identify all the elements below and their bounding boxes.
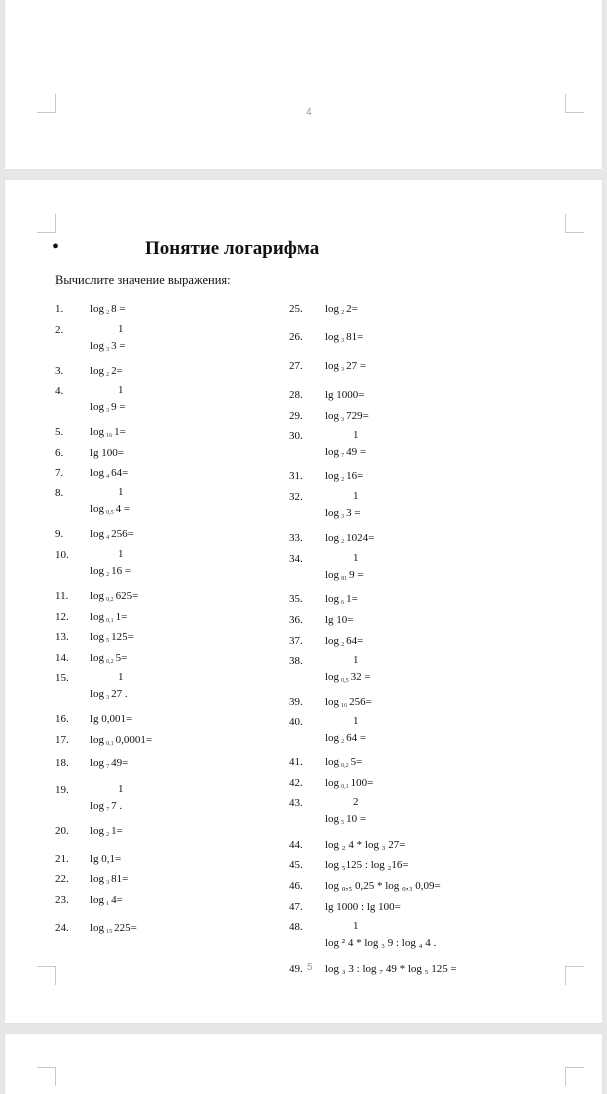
exercise-number: 36. (289, 614, 303, 626)
log-base: 15 (106, 929, 113, 935)
exercise-expression (325, 963, 457, 975)
log-function: log (325, 410, 340, 422)
log-argument: 3 = (346, 507, 361, 519)
log-function: log (325, 756, 340, 768)
crop-mark (37, 94, 56, 113)
expression-text: lg 0,1= (90, 853, 122, 865)
page-number: 5 (307, 962, 313, 973)
exercise-number: 26. (289, 331, 303, 343)
exercise-number: 19. (55, 784, 69, 796)
log-argument: 1= (114, 426, 126, 438)
log-function: log (90, 401, 105, 413)
log-argument: 9 = (349, 569, 364, 581)
exercise-number: 24. (55, 922, 69, 934)
fraction-numerator: 1 (353, 552, 359, 564)
log-base: 7 (341, 453, 345, 459)
log-argument: 81= (111, 873, 129, 885)
log-argument: 225= (114, 922, 137, 934)
exercise-number: 9. (55, 528, 64, 540)
exercise-number: 16. (55, 713, 69, 725)
exercise-expression (90, 873, 128, 886)
exercise-number: 8. (55, 487, 64, 499)
crop-mark (37, 214, 56, 233)
log-argument: 1= (111, 825, 123, 837)
exercise-expression (90, 426, 126, 439)
log-argument: 0,0001= (115, 734, 153, 746)
log-function: log (325, 777, 340, 789)
log-function: log (325, 593, 340, 605)
log-function: log (90, 873, 105, 885)
log-base: 4 (106, 474, 110, 480)
exercise-number: 18. (55, 757, 69, 769)
log-base: 2 (341, 477, 345, 483)
log-base: 5 (106, 638, 110, 644)
log-function: log (325, 671, 340, 683)
log-function: log (325, 470, 340, 482)
crop-mark (565, 1067, 584, 1086)
exercise-expression (90, 631, 134, 644)
log-base: 2 (341, 539, 345, 545)
exercise-number: 44. (289, 839, 303, 851)
exercise-number: 33. (289, 532, 303, 544)
exercise-number: 20. (55, 825, 69, 837)
fraction-numerator: 1 (118, 323, 124, 335)
exercise-number: 47. (289, 901, 303, 913)
log-base: 2 (341, 739, 345, 745)
expression-text: lg 10= (325, 614, 354, 626)
log-argument: 64= (346, 635, 364, 647)
log-function: log (90, 590, 105, 602)
exercise-expression (325, 593, 358, 606)
exercise-number: 35. (289, 593, 303, 605)
exercise-number: 7. (55, 467, 64, 479)
exercise-number: 5. (55, 426, 64, 438)
exercise-expression (90, 303, 126, 316)
exercise-number: 6. (55, 447, 64, 459)
log-function: log (90, 894, 105, 906)
log-base: 3 (341, 514, 345, 520)
log-argument: 8 = (111, 303, 126, 315)
exercise-number: 3. (55, 365, 64, 377)
fraction-numerator: 1 (118, 783, 124, 795)
log-base: 0,2 (106, 659, 114, 665)
exercise-number: 1. (55, 303, 64, 315)
log-function: log (90, 528, 105, 540)
log-argument: 7 . (111, 800, 123, 812)
expression-text: lg 100= (90, 447, 125, 459)
exercise-expression (325, 410, 369, 423)
exercise-number: 4. (55, 385, 64, 397)
exercise-expression (325, 901, 401, 913)
instruction-text: Вычислите значение выражения: (55, 273, 231, 287)
log-function: log (90, 467, 105, 479)
log-base: 0,1 (341, 784, 349, 790)
log-function: log (325, 813, 340, 825)
log-base: 3 (341, 367, 345, 373)
log-argument: 1024= (346, 532, 375, 544)
exercise-expression (325, 569, 364, 582)
log-function: log (90, 365, 105, 377)
log-argument: 27 = (346, 360, 367, 372)
log-function: log (90, 611, 105, 623)
fraction-numerator: 1 (118, 548, 124, 560)
fraction-numerator: 1 (353, 715, 359, 727)
expression-text: log ² 4 * log ₃ 9 : log ₄ 4 . (325, 937, 437, 949)
log-argument: 64= (111, 467, 129, 479)
exercise-number: 38. (289, 655, 303, 667)
log-base: 2 (106, 572, 110, 578)
exercise-expression (325, 839, 406, 851)
exercise-expression (325, 756, 362, 769)
expression-text: lg 0,001= (90, 713, 133, 725)
exercise-number: 15. (55, 672, 69, 684)
log-argument: 1= (346, 593, 358, 605)
exercise-expression (90, 853, 121, 865)
log-argument: 2= (346, 303, 358, 315)
exercise-number: 17. (55, 734, 69, 746)
fraction-numerator: 1 (353, 920, 359, 932)
log-argument: 4= (111, 894, 123, 906)
log-argument: 16= (346, 470, 364, 482)
log-function: log (90, 652, 105, 664)
exercise-expression (325, 331, 363, 344)
log-function: log (90, 503, 105, 515)
log-base: 0,5 (341, 678, 349, 684)
log-base: 0,5 (106, 510, 114, 516)
log-argument: 625= (115, 590, 139, 602)
fraction-numerator: 1 (353, 429, 359, 441)
log-base: 3 (106, 880, 110, 886)
exercise-expression (90, 365, 123, 378)
log-function: log (90, 426, 105, 438)
log-base: 16 (341, 703, 348, 709)
exercise-expression (90, 503, 130, 516)
log-base: 4 (106, 535, 110, 541)
fraction-numerator: 1 (118, 671, 124, 683)
exercise-number: 30. (289, 430, 303, 442)
log-base: 2 (341, 642, 345, 648)
crop-mark (37, 1067, 56, 1086)
exercise-number: 11. (55, 590, 69, 602)
log-function: log (90, 734, 105, 746)
log-function: log (325, 732, 340, 744)
log-base: 3 (106, 695, 110, 701)
exercise-number: 21. (55, 853, 69, 865)
fraction-numerator: 1 (353, 654, 359, 666)
exercise-expression (325, 360, 366, 373)
log-argument: 5= (115, 652, 128, 664)
log-function: log (90, 825, 105, 837)
log-function: log (90, 303, 105, 315)
log-base: 3 (106, 347, 110, 353)
log-base: 81 (341, 576, 348, 582)
expression-text: log ₂ 4 * log ₃ 27= (325, 839, 406, 851)
log-base: 0,2 (341, 763, 349, 769)
exercise-number: 12. (55, 611, 69, 623)
exercise-number: 14. (55, 652, 69, 664)
exercise-expression (90, 713, 132, 725)
next-page (5, 1034, 602, 1094)
exercise-expression (90, 800, 122, 813)
log-argument: 100= (350, 777, 374, 789)
list-bullet: • (52, 236, 60, 258)
exercise-number: 13. (55, 631, 69, 643)
exercise-expression (325, 303, 358, 316)
log-argument: 256= (349, 696, 372, 708)
exercise-number: 46. (289, 880, 303, 892)
crop-mark (565, 966, 584, 985)
expression-text: log ₃ 3 : log ₇ 49 * log ₅ 125 = (325, 963, 457, 975)
log-base: 2 (341, 310, 345, 316)
log-argument: 256= (111, 528, 134, 540)
exercise-expression (325, 671, 371, 684)
exercise-number: 31. (289, 470, 303, 482)
exercise-number: 42. (289, 777, 303, 789)
exercise-number: 25. (289, 303, 303, 315)
exercise-number: 48. (289, 921, 303, 933)
exercise-expression (325, 777, 373, 790)
exercise-expression (90, 734, 152, 747)
expression-text: lg 1000 : lg 100= (325, 901, 401, 913)
log-function: log (325, 635, 340, 647)
exercise-expression (325, 614, 354, 626)
log-base: 2 (106, 372, 110, 378)
exercise-number: 39. (289, 696, 303, 708)
log-function: log (325, 569, 340, 581)
exercise-number: 37. (289, 635, 303, 647)
page-number: 4 (306, 107, 312, 118)
log-function: log (90, 922, 105, 934)
exercise-expression (325, 696, 372, 709)
exercise-expression (325, 859, 409, 871)
exercise-number: 27. (289, 360, 303, 372)
exercise-expression (325, 507, 361, 520)
exercise-expression (325, 532, 374, 545)
exercise-number: 32. (289, 491, 303, 503)
exercise-expression (325, 732, 366, 745)
log-function: log (325, 360, 340, 372)
log-base: 7 (106, 764, 110, 770)
exercise-number: 23. (55, 894, 69, 906)
log-base: 16 (106, 433, 113, 439)
log-function: log (325, 532, 340, 544)
exercise-expression (90, 894, 123, 907)
log-argument: 1= (115, 611, 128, 623)
exercise-number: 41. (289, 756, 303, 768)
exercise-expression (90, 825, 123, 838)
crop-mark (565, 94, 584, 113)
fraction-numerator: 1 (118, 384, 124, 396)
log-function: log (90, 565, 105, 577)
exercise-expression (90, 611, 127, 624)
exercise-expression (325, 813, 366, 826)
exercise-expression (90, 565, 131, 578)
fraction-numerator: 1 (118, 486, 124, 498)
exercise-expression (90, 447, 124, 459)
expression-text: log ₀,₅ 0,25 * log ₀,₃ 0,09= (325, 880, 441, 892)
exercise-expression (90, 467, 128, 480)
log-argument: 49 = (346, 446, 367, 458)
log-argument: 27 . (111, 688, 128, 700)
crop-mark (37, 966, 56, 985)
log-function: log (325, 507, 340, 519)
exercise-expression (90, 688, 128, 701)
exercise-expression (325, 937, 436, 949)
exercise-expression (325, 389, 365, 401)
exercise-expression (90, 922, 137, 935)
crop-mark (565, 214, 584, 233)
exercise-number: 2. (55, 324, 64, 336)
exercise-number: 28. (289, 389, 303, 401)
expression-text: log ₅125 : log ₂16= (325, 859, 409, 871)
previous-page (5, 0, 602, 169)
log-argument: 125= (111, 631, 134, 643)
log-base: 2 (106, 310, 110, 316)
exercise-number: 43. (289, 797, 303, 809)
log-argument: 4 = (115, 503, 131, 515)
exercise-expression (90, 401, 126, 414)
exercise-number: 29. (289, 410, 303, 422)
exercise-expression (325, 635, 363, 648)
fraction-numerator: 1 (353, 490, 359, 502)
log-argument: 81= (346, 331, 364, 343)
log-base: 3 (106, 408, 110, 414)
log-function: log (90, 340, 105, 352)
log-function: log (90, 757, 105, 769)
log-function: log (90, 800, 105, 812)
log-function: log (325, 303, 340, 315)
log-base: 0,1 (106, 618, 114, 624)
exercise-expression (90, 757, 128, 770)
log-base: 0,2 (106, 597, 114, 603)
fraction-numerator: 2 (353, 796, 359, 808)
expression-text: lg 1000= (325, 389, 365, 401)
log-base: 7 (106, 807, 110, 813)
log-function: log (325, 446, 340, 458)
log-argument: 2= (111, 365, 123, 377)
exercise-number: 34. (289, 553, 303, 565)
log-argument: 9 = (111, 401, 126, 413)
log-argument: 64 = (346, 732, 367, 744)
log-argument: 5= (350, 756, 363, 768)
exercise-expression (325, 880, 441, 892)
log-argument: 10 = (346, 813, 367, 825)
log-function: log (90, 688, 105, 700)
log-function: log (325, 331, 340, 343)
log-argument: 49= (111, 757, 129, 769)
exercise-number: 49. (289, 963, 303, 975)
exercise-expression (90, 652, 127, 665)
exercise-number: 10. (55, 549, 69, 561)
log-argument: 32 = (350, 671, 371, 683)
exercise-expression (90, 528, 134, 541)
log-base: 2 (106, 832, 110, 838)
log-argument: 729= (346, 410, 369, 422)
log-base: 1 (106, 901, 110, 907)
exercise-expression (90, 590, 138, 603)
exercise-number: 45. (289, 859, 303, 871)
log-argument: 16 = (111, 565, 132, 577)
log-base: 6 (341, 600, 345, 606)
log-base: 0,1 (106, 741, 114, 747)
exercise-number: 40. (289, 716, 303, 728)
log-argument: 3 = (111, 340, 126, 352)
exercise-expression (90, 340, 126, 353)
exercise-expression (325, 446, 366, 459)
exercise-number: 22. (55, 873, 69, 885)
log-function: log (90, 631, 105, 643)
log-function: log (325, 696, 340, 708)
section-title: Понятие логарифма (145, 238, 320, 259)
log-base: 3 (341, 417, 345, 423)
log-base: 3 (341, 338, 345, 344)
log-base: 5 (341, 820, 345, 826)
exercise-expression (325, 470, 363, 483)
